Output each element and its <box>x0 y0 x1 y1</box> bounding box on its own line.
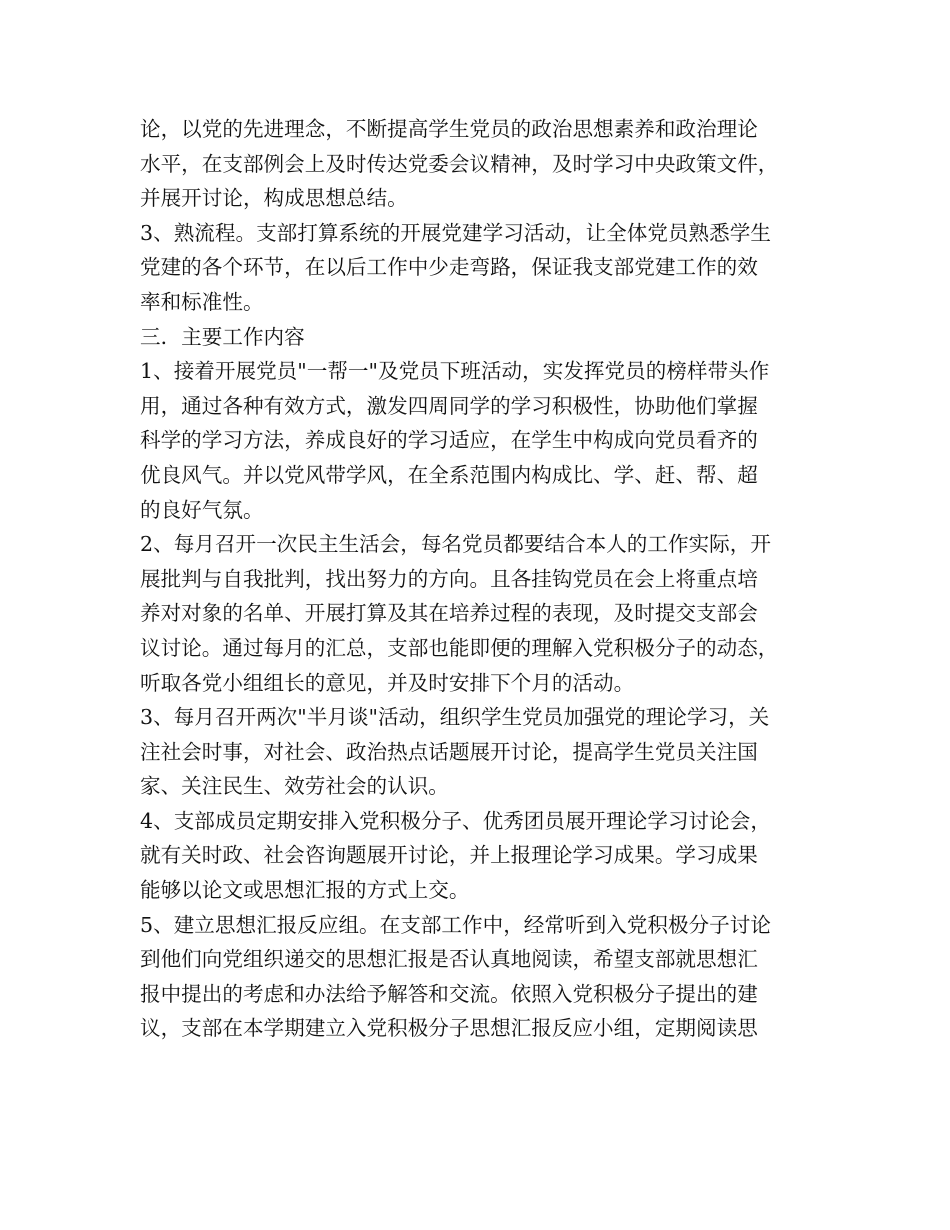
text-line-9: 用，通过各种有效方式，激发四周同学的学习积极性，协助他们掌握 <box>140 393 758 418</box>
text-line-27: 议，支部在本学期建立入党积极分子思想汇报反应小组，定期阅读思 <box>140 1016 758 1041</box>
text-line-11: 优良风气。并以党风带学风，在全系范围内构成比、学、赶、帮、超 <box>140 462 758 487</box>
text-line-24: 5、建立思想汇报反应组。在支部工作中，经常听到入党积极分子讨论 <box>140 912 771 937</box>
text-line-5: 党建的各个环节，在以后工作中少走弯路，保证我支部党建工作的效 <box>140 255 758 280</box>
text-line-21: 4、支部成员定期安排入党积极分子、优秀团员展开理论学习讨论会， <box>140 808 771 833</box>
text-line-15: 养对对象的名单、开展打算及其在培养过程的表现，及时提交支部会 <box>140 601 758 626</box>
text-line-17: 听取各党小组组长的意见，并及时安排下个月的活动。 <box>140 670 635 695</box>
text-line-20: 家、关注民生、效劳社会的认识。 <box>140 774 449 799</box>
text-line-18: 3、每月召开两次"半月谈"活动，组织学生党员加强党的理论学习，关 <box>140 705 770 730</box>
text-line-22: 就有关时政、社会咨询题展开讨论，并上报理论学习成果。学习成果 <box>140 843 758 868</box>
text-line-16: 议讨论。通过每月的汇总，支部也能即便的理解入党积极分子的动态， <box>140 635 779 660</box>
text-line-23: 能够以论文或思想汇报的方式上交。 <box>140 878 470 903</box>
text-line-12: 的良好气氛。 <box>140 497 264 522</box>
section-heading: 三．主要工作内容 <box>140 324 305 349</box>
text-line-25: 到他们向党组织递交的思想汇报是否认真地阅读，希望支部就思想汇 <box>140 947 758 972</box>
text-line-26: 报中提出的考虑和办法给予解答和交流。依照入党积极分子提出的建 <box>140 981 758 1006</box>
text-line-2: 水平，在支部例会上及时传达党委会议精神，及时学习中央政策文件， <box>140 151 779 176</box>
text-line-10: 科学的学习方法，养成良好的学习适应，在学生中构成向党员看齐的 <box>140 428 758 453</box>
body-text <box>140 112 820 1046</box>
text-line-13: 2、每月召开一次民主生活会，每名党员都要结合本人的工作实际，开 <box>140 532 771 557</box>
text-line-19: 注社会时事，对社会、政治热点话题展开讨论，提高学生党员关注国 <box>140 739 758 764</box>
text-line-14: 展批判与自我批判，找出努力的方向。且各挂钩党员在会上将重点培 <box>140 566 758 591</box>
text-line-1: 论，以党的先进理念，不断提高学生党员的政治思想素养和政治理论 <box>140 117 758 141</box>
text-line-4: 3、熟流程。支部打算系统的开展党建学习活动，让全体党员熟悉学生 <box>140 220 771 245</box>
text-line-3: 并展开讨论，构成思想总结。 <box>140 186 408 211</box>
text-line-8: 1、接着开展党员"一帮一"及党员下班活动，实发挥党员的榜样带头作 <box>140 359 770 384</box>
text-line-6: 率和标准性。 <box>140 289 264 314</box>
